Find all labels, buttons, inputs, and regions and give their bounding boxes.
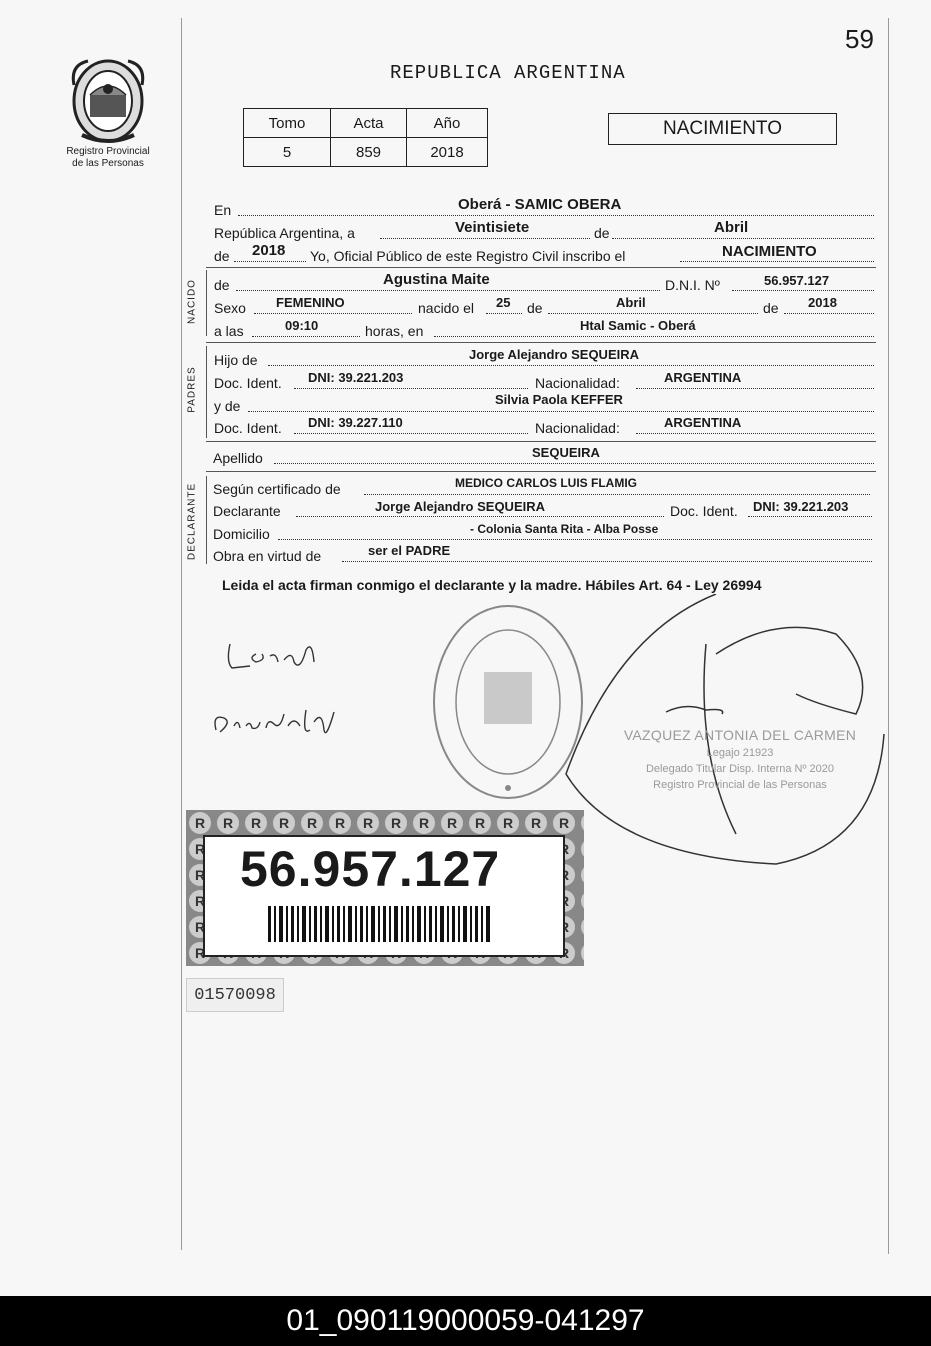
apellido-label: Apellido bbox=[213, 450, 263, 466]
nacido-mes: Abril bbox=[616, 295, 646, 310]
dotted-line bbox=[732, 290, 874, 291]
record-table-header-anio: Año bbox=[407, 109, 488, 138]
padres-doc-label: Doc. Ident. bbox=[214, 375, 282, 391]
dotted-line bbox=[784, 313, 874, 314]
nacido-lugar: Htal Samic - Oberá bbox=[580, 318, 696, 333]
dotted-line bbox=[254, 313, 412, 314]
nacido-alas-label: a las bbox=[214, 323, 244, 339]
nacido-de-label-2: de bbox=[527, 300, 543, 316]
dotted-line bbox=[612, 238, 874, 239]
nacido-dni: 56.957.127 bbox=[764, 273, 830, 288]
dotted-line bbox=[248, 411, 874, 412]
dotted-line bbox=[238, 215, 874, 216]
intro-tipo: NACIMIENTO bbox=[722, 243, 817, 260]
declarante-obra-label: Obra en virtud de bbox=[213, 548, 322, 564]
declarante-obra: ser el PADRE bbox=[368, 543, 451, 558]
intro-oficial-text: Yo, Oficial Público de este Registro Civil inscribo el bbox=[310, 248, 626, 264]
document-title: REPUBLICA ARGENTINA bbox=[390, 62, 626, 84]
barcode-number: 56.957.127 bbox=[240, 841, 501, 897]
intro-republica-label: República Argentina, a bbox=[214, 225, 355, 241]
province-coat-of-arms bbox=[68, 55, 148, 147]
declarante-domicilio: - Colonia Santa Rita - Alba Posse bbox=[470, 522, 659, 536]
nacido-de-label-3: de bbox=[763, 300, 779, 316]
page-number: 59 bbox=[845, 24, 874, 54]
nacido-sexo: FEMENINO bbox=[276, 295, 345, 310]
logo-caption-line-2: de las Personas bbox=[72, 158, 144, 169]
nacido-dni-label: D.N.I. Nº bbox=[665, 277, 720, 293]
section-label-nacido: NACIDO bbox=[186, 279, 198, 324]
declarante-cert: MEDICO CARLOS LUIS FLAMIG bbox=[455, 476, 637, 490]
nacido-sexo-label: Sexo bbox=[214, 300, 246, 316]
section-label-padres: PADRES bbox=[186, 366, 198, 413]
dotted-line bbox=[636, 388, 874, 389]
declarante-decl-label: Declarante bbox=[213, 503, 281, 519]
section-separator bbox=[206, 267, 876, 268]
nacido-nacido-label: nacido el bbox=[418, 300, 475, 316]
record-table-value-anio: 2018 bbox=[407, 138, 488, 167]
dotted-line bbox=[748, 516, 872, 517]
section-bracket bbox=[206, 346, 207, 438]
intro-anio: 2018 bbox=[252, 242, 286, 259]
declarante-cert-label: Según certificado de bbox=[213, 481, 341, 497]
nacido-anio: 2018 bbox=[808, 295, 837, 310]
nacido-de-label: de bbox=[214, 277, 230, 293]
record-table bbox=[243, 108, 488, 167]
section-separator bbox=[206, 342, 876, 343]
padres-y-label: y de bbox=[214, 398, 241, 414]
padres-nac-label-2: Nacionalidad: bbox=[535, 420, 620, 436]
dotted-line bbox=[380, 238, 590, 239]
logo-caption-line-1: Registro Provincial bbox=[66, 146, 150, 157]
dotted-line bbox=[274, 463, 874, 464]
padres-nac-label: Nacionalidad: bbox=[535, 375, 620, 391]
intro-en-label: En bbox=[214, 202, 232, 218]
nacido-dia: 25 bbox=[496, 295, 511, 310]
officer-stamp-org: Registro Provincial de las Personas bbox=[653, 779, 827, 791]
footer-document-code: 01_090119000059-041297 bbox=[286, 1304, 645, 1337]
dotted-line bbox=[294, 388, 528, 389]
declarante-doc: DNI: 39.221.203 bbox=[753, 499, 849, 514]
intro-de-label-2: de bbox=[214, 248, 230, 264]
record-table-value-acta: 859 bbox=[331, 138, 407, 167]
declarante-nombre: Jorge Alejandro SEQUEIRA bbox=[375, 499, 545, 514]
padres-hijo-label: Hijo de bbox=[214, 352, 258, 368]
dotted-line bbox=[548, 313, 758, 314]
officer-stamp bbox=[620, 727, 860, 791]
madre-signature bbox=[210, 700, 342, 740]
intro-dia: Veintisiete bbox=[455, 219, 530, 236]
intro-de-label: de bbox=[594, 225, 610, 241]
section-separator bbox=[206, 441, 876, 442]
nacido-horas-label: horas, en bbox=[365, 323, 424, 339]
section-separator bbox=[206, 471, 876, 472]
padres-padre-nac: ARGENTINA bbox=[664, 370, 742, 385]
dotted-line bbox=[434, 336, 874, 337]
apellido-value: SEQUEIRA bbox=[532, 445, 600, 460]
dotted-line bbox=[680, 261, 874, 262]
legal-note: Leida el acta firman conmigo el declarante y la madre. Hábiles Art. 64 - Ley 26994 bbox=[222, 577, 762, 593]
dotted-line bbox=[252, 336, 360, 337]
control-stamp-number: 01570098 bbox=[186, 978, 284, 1012]
padres-padre: Jorge Alejandro SEQUEIRA bbox=[469, 347, 639, 362]
declarante-doc-label: Doc. Ident. bbox=[670, 503, 738, 519]
padres-padre-doc: DNI: 39.221.203 bbox=[308, 370, 404, 385]
nacido-nombre: Agustina Maite bbox=[383, 271, 490, 288]
logo-caption bbox=[50, 146, 166, 170]
record-table-header-acta: Acta bbox=[331, 109, 407, 138]
intro-lugar: Oberá - SAMIC OBERA bbox=[458, 196, 622, 213]
dotted-line bbox=[278, 539, 872, 540]
dotted-line bbox=[342, 561, 872, 562]
nacido-hora: 09:10 bbox=[285, 318, 319, 333]
section-bracket bbox=[206, 476, 207, 564]
intro-mes: Abril bbox=[714, 219, 749, 236]
record-type-box: NACIMIENTO bbox=[608, 113, 837, 145]
record-table-value-tomo: 5 bbox=[244, 138, 331, 167]
officer-stamp-role: Delegado Titular Disp. Interna Nº 2020 bbox=[645, 763, 835, 775]
record-table-header-tomo: Tomo bbox=[244, 109, 331, 138]
dotted-line bbox=[268, 365, 874, 366]
section-label-declarante: DECLARANTE bbox=[186, 482, 198, 561]
left-margin-line bbox=[181, 18, 182, 1250]
dotted-line bbox=[234, 261, 306, 262]
section-bracket bbox=[206, 270, 207, 336]
dotted-line bbox=[236, 290, 660, 291]
padres-madre-doc: DNI: 39.227.110 bbox=[308, 415, 403, 430]
declarante-signature bbox=[222, 632, 322, 676]
dotted-line bbox=[296, 516, 664, 517]
padres-doc-label-2: Doc. Ident. bbox=[214, 420, 282, 436]
right-margin-line bbox=[888, 18, 889, 1254]
dotted-line bbox=[486, 313, 522, 314]
officer-stamp-legajo: Legajo 21923 bbox=[706, 747, 774, 759]
padres-madre: Silvia Paola KEFFER bbox=[495, 392, 623, 407]
declarante-dom-label: Domicilio bbox=[213, 526, 270, 542]
dotted-line bbox=[636, 433, 874, 434]
padres-madre-nac: ARGENTINA bbox=[664, 415, 742, 430]
officer-stamp-name: VAZQUEZ ANTONIA DEL CARMEN bbox=[623, 727, 857, 743]
dotted-line bbox=[364, 494, 870, 495]
dotted-line bbox=[294, 433, 528, 434]
